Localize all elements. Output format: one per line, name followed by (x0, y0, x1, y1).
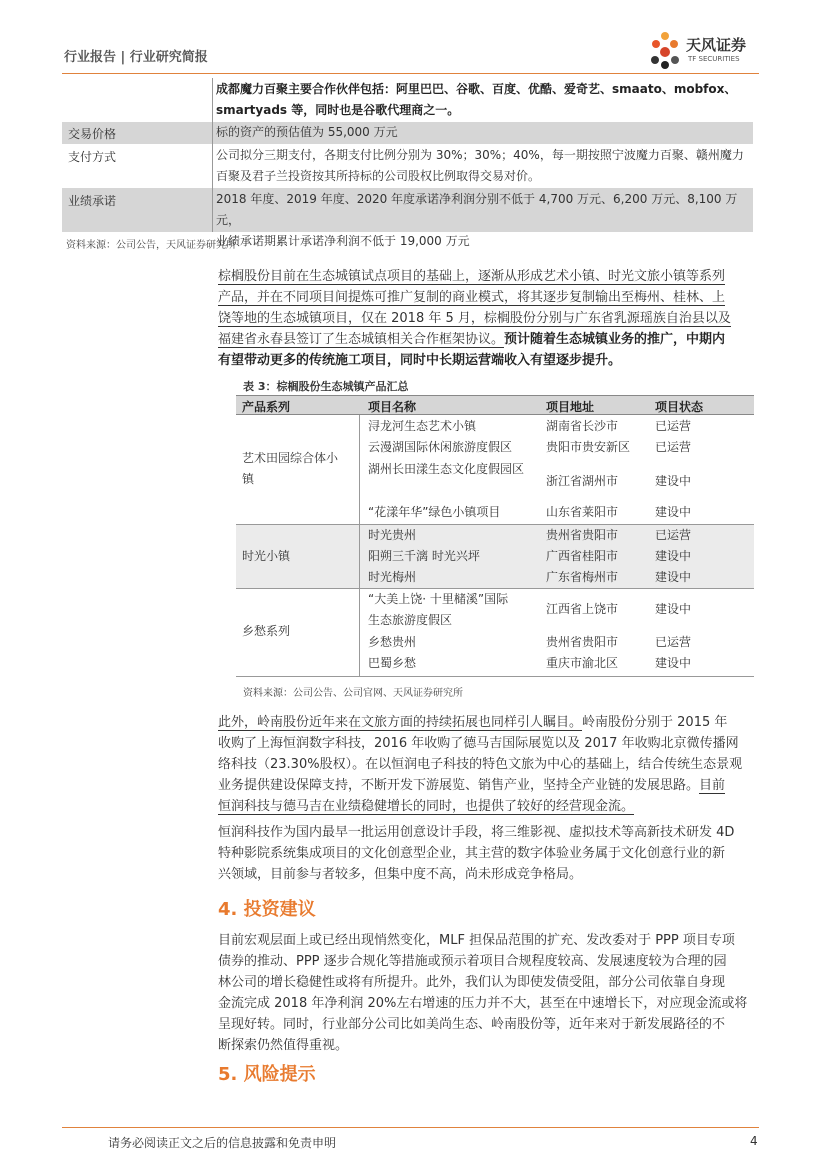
header-status: 项目状态 (655, 400, 704, 414)
row-value-line: 2018 年度、2019 年度、2020 年度承诺净利润分别不低于 4,700 万元、6,200 万元、8,100 万元， (216, 192, 738, 227)
header-series: 产品系列 (242, 400, 291, 414)
partners-line-2: smartyads 等，同时也是谷歌代理商之一。 (216, 103, 460, 117)
series-label: 乡愁系列 (242, 624, 291, 638)
project-address: 重庆市渝北区 (546, 656, 619, 670)
tf-securities-logo (648, 30, 768, 72)
project-status: 已运营 (655, 419, 692, 433)
table-header-row (236, 395, 754, 415)
footer-disclaimer: 请务必阅读正文之后的信息披露和免责申明 (108, 1136, 337, 1150)
project-address: 广东省梅州市 (546, 570, 619, 584)
table1-source: 资料来源：公司公告，天风证券研究所 (66, 240, 236, 251)
table3-source: 资料来源：公司公告、公司官网、天风证券研究所 (243, 688, 463, 699)
project-address: 浙江省湖州市 (546, 474, 619, 488)
project-status: 建设中 (655, 505, 692, 519)
table-group-time (236, 525, 754, 589)
project-status: 已运营 (655, 528, 692, 542)
project-name: 时光梅州 (368, 570, 417, 584)
project-address: 贵州省贵阳市 (546, 635, 619, 649)
row-key: 支付方式 (68, 150, 117, 164)
section-title-risk: 5. 风险提示 (218, 1064, 316, 1085)
project-status: 建设中 (655, 656, 692, 670)
project-name: 乡愁贵州 (368, 635, 417, 649)
project-address: 湖南省长沙市 (546, 419, 619, 433)
series-label: 艺术田园综合体小 (242, 451, 339, 465)
project-address: 广西省桂阳市 (546, 549, 619, 563)
project-address: 贵阳市贵安新区 (546, 440, 631, 454)
project-name: 湖州长田漾生态文化度假园区 (368, 462, 525, 476)
logo-text-cn: 天风证券 (686, 36, 747, 54)
project-address: 山东省莱阳市 (546, 505, 619, 519)
row-value-line: 百聚及君子兰投资按其所持标的公司股权比例取得交易对价。 (216, 169, 541, 183)
project-status: 建设中 (655, 549, 692, 563)
footer-divider (62, 1127, 759, 1128)
row-value-line: 业绩承诺期累计承诺净利润不低于 19,000 万元 (216, 234, 470, 248)
project-status: 已运营 (655, 440, 692, 454)
row-key: 业绩承诺 (68, 194, 117, 208)
project-name: 云漫湖国际休闲旅游度假区 (368, 440, 513, 454)
project-status: 建设中 (655, 570, 692, 584)
series-label: 时光小镇 (242, 549, 291, 563)
table-row (62, 144, 753, 188)
project-status: 建设中 (655, 474, 692, 488)
header-project: 项目名称 (368, 400, 417, 414)
table-group-nostalgia (236, 589, 754, 677)
header-address: 项目地址 (546, 400, 595, 414)
table-group-art (236, 415, 754, 525)
project-name: 生态旅游度假区 (368, 613, 453, 627)
row-value: 标的资产的预估值为 55,000 万元 (216, 125, 398, 139)
paragraph-ecotown: 棕榈股份目前在生态城镇试点项目的基础上，逐渐从形成艺术小镇、时光文旅小镇等系列 产品，并在不同项目间提炼可推广复制的商业模式，将其逐步复制输出至梅州、桂林、上 饶等地的生态城镇项目，仅在 2018 年 5 月，棕榈股份分别与广东省乳源瑶族自治县以及 福建省永春县签订了生态城镇相关合作框架协议。预计随着生态城镇业务的推广，中期内 有望带动更多的传统施工项目，同时中长期运营端收入有望逐步提升。 (218, 269, 731, 368)
paragraph-investment: 目前宏观层面上或已经出现悄然变化，MLF 担保品范围的扩充、发改委对于 PPP 项目专项 债券的推动、PPP 逐步合规化等措施或预示着项目合规程度较高、发展速度较为合理的园 林公司的增长稳健性或将有所提升。此外，我们认为即使发债受阻，部分公司依靠自身现 金流完成 2018 年净利润 20%左右增速的压力并不大，甚至在中速增长下，对应现金流或将 呈现好转。同时，行业部分公司比如美尚生态、岭南股份等，近年来对于新发展路径的不 断探索仍然值得重视。 (218, 933, 748, 1053)
table-row-partners (62, 78, 753, 122)
report-type-header: 行业报告 | 行业研究简报 (64, 50, 208, 65)
page-number: 4 (750, 1134, 758, 1148)
project-name: 浔龙河生态艺术小镇 (368, 419, 477, 433)
project-status: 建设中 (655, 602, 692, 616)
header-divider (62, 73, 759, 74)
logo-mark-icon (648, 30, 682, 70)
project-name: 阳朔三千漓 时光兴坪 (368, 549, 480, 563)
project-name: “大美上饶· 十里槠溪”国际 (368, 592, 509, 606)
series-label: 镇 (242, 472, 255, 486)
deal-info-table (62, 78, 753, 250)
table-row (62, 122, 753, 144)
paragraph-hengrun: 恒润科技作为国内最早一批运用创意设计手段，将三维影视、虚拟技术等高新技术研发 4D 特种影院系统集成项目的文化创意型企业，其主营的数字体验业务属于文化创意行业的新 兴领域，目前参与者较多，但集中度不高，尚未形成竞争格局。 (218, 825, 735, 882)
project-name: “花漾年华”绿色小镇项目 (368, 505, 501, 519)
section-title-investment: 4. 投资建议 (218, 899, 316, 920)
row-value-line: 公司拟分三期支付，各期支付比例分别为 30%；30%；40%，每一期按照宁波魔力百聚、赣州魔力 (216, 148, 744, 162)
logo-text-en: TF SECURITIES (688, 55, 740, 63)
table3-title: 表 3：棕榈股份生态城镇产品汇总 (243, 380, 409, 393)
partners-line-1: 成都魔力百聚主要合作伙伴包括：阿里巴巴、谷歌、百度、优酷、爱奇艺、smaato、mobfox、 (216, 82, 737, 96)
project-status: 已运营 (655, 635, 692, 649)
project-name: 时光贵州 (368, 528, 417, 542)
row-key: 交易价格 (68, 127, 117, 141)
project-address: 贵州省贵阳市 (546, 528, 619, 542)
ecotown-products-table (236, 395, 754, 677)
paragraph-lingnan: 此外，岭南股份近年来在文旅方面的持续拓展也同样引人瞩目。岭南股份分别于 2015 年 收购了上海恒润数字科技，2016 年收购了德马吉国际展览以及 2017 年收购北京微传播网 络科技（23.30%股权）。在以恒润电子科技的特色文旅为中心的基础上，结合传统生态景观 业务提供建设保障支持，不断开发下游展览、销售产业，坚持全产业链的发展思路。目前 恒润科技与德马吉在业绩稳健增长的同时，也提供了较好的经营现金流。 (218, 715, 743, 814)
project-name: 巴蜀乡愁 (368, 656, 417, 670)
project-address: 江西省上饶市 (546, 602, 619, 616)
